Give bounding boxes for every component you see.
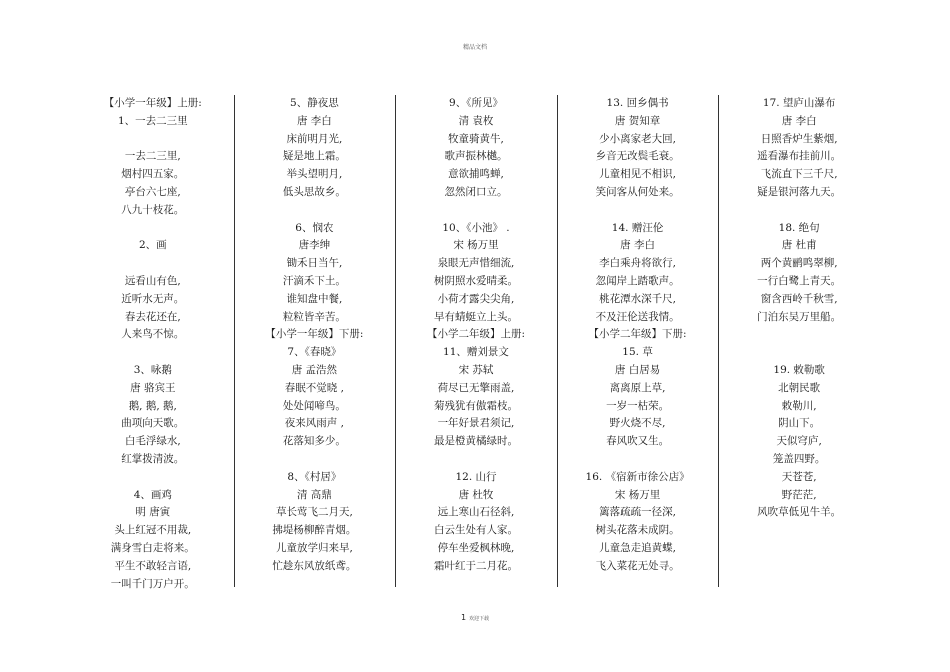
poem-line: 处处闻啼鸟。 [282, 399, 346, 412]
poem-line: 树头花落未成阴。 [595, 524, 680, 537]
poem-line: 风吹草低见牛羊。 [757, 506, 842, 519]
poem-columns [72, 95, 880, 590]
poem-line [234, 451, 396, 469]
poem-line: 5、静夜思 [290, 97, 339, 109]
poem-line: 儿童急走追黄蝶, [599, 541, 676, 554]
poem-column [72, 95, 234, 590]
poem-line: 唐 李白 [781, 114, 817, 127]
poem-line: 红掌拨清波。 [121, 452, 185, 465]
poem-line [72, 131, 234, 149]
poem-line: 11、赠刘景文 [443, 346, 509, 359]
poem-line: 北朝民歌 [778, 381, 821, 394]
poem-line: 4、画鸡 [133, 488, 172, 501]
poem-line: 远看山有色, [124, 274, 181, 287]
poem-line: 忙趁东风放纸鸢。 [272, 559, 357, 572]
poem-line: 谁知盘中餐, [286, 292, 343, 305]
poem-line: 人来鸟不惊。 [121, 328, 185, 341]
poem-line: 意欲捕鸣蝉, [448, 168, 504, 181]
poem-line: 敕勒川, [781, 399, 817, 412]
poem-line: 忽闻岸上踏歌声。 [595, 274, 680, 287]
poem-line [718, 202, 880, 220]
poem-line: 2、画 [138, 239, 167, 252]
poem-line [395, 451, 557, 469]
poem-line: 宋 苏轼 [458, 363, 494, 376]
poem-line: 17. 望庐山瀑布 [762, 97, 836, 109]
poem-line: 儿童放学归来早, [275, 541, 353, 554]
poem-line: 12. 山行 [455, 470, 497, 483]
poem-line: 1、一去二三里 [117, 114, 188, 127]
poem-line: 满身雪白走将来。 [110, 541, 195, 554]
poem-line [234, 202, 396, 220]
poem-line: 最是橙黄橘绿时。 [433, 435, 518, 448]
poem-line: 牧童骑黄牛, [448, 132, 504, 145]
poem-line: 拂堤杨柳醉青烟。 [272, 524, 357, 537]
poem-line: 笑问客从何处来。 [595, 185, 680, 198]
poem-line: 春风吹又生。 [606, 435, 670, 448]
poem-line: 10、《小池》 . [442, 221, 510, 234]
poem-line: 【小学一年级】下册: [265, 328, 364, 341]
poem-line: 离离原上草, [609, 381, 666, 394]
poem-line [72, 344, 234, 362]
poem-line: 疑是地上霜。 [282, 150, 346, 163]
poem-line: 遥看瀑布挂前川。 [757, 150, 842, 163]
poem-line: 7、《春晓》 [287, 346, 342, 359]
poem-line: 8、《村居》 [287, 470, 342, 483]
poem-line: 床前明月光, [286, 132, 343, 145]
poem-line: 低头思故乡。 [282, 185, 346, 198]
poem-line: 门泊东吴万里船。 [757, 310, 842, 323]
poem-line [557, 451, 719, 469]
poem-line: 两个黄鹂鸣翠柳, [760, 257, 838, 270]
poem-line: 儿童相见不相识, [599, 168, 676, 181]
poem-line: 清 袁枚 [458, 114, 494, 127]
poem-line: 飞入菜花无处寻。 [595, 559, 680, 572]
poem-line: 乡音无改鬓毛衰。 [595, 150, 680, 163]
poem-line: 宋 杨万里 [614, 488, 661, 501]
poem-line: 忽然闭口立。 [444, 185, 508, 198]
poem-line [718, 326, 880, 344]
poem-line: 草长莺飞二月天, [275, 506, 353, 519]
poem-line: 一年好景君须记, [437, 417, 515, 430]
poem-line: 一行白鹭上青天。 [757, 274, 842, 287]
poem-line: 宋 杨万里 [453, 239, 499, 252]
poem-line: 树阴照水爱晴柔。 [433, 274, 518, 287]
poem-line: 汗滴禾下土。 [282, 274, 346, 287]
poem-line: 天似穹庐, [776, 435, 822, 448]
poem-line [72, 220, 234, 238]
poem-line: 荷尽已无擎雨盖, [437, 381, 515, 394]
poem-line: 桃花潭水深千尺, [599, 292, 676, 305]
poem-line: 天苍苍, [781, 470, 817, 483]
poem-line: 春眠不觉晓 , [284, 381, 344, 394]
poem-line: 霜叶红于二月花。 [433, 559, 518, 572]
poem-line: 唐 李白 [296, 114, 332, 127]
poem-line: 春去花还在, [124, 310, 181, 323]
poem-line: 19. 敕勒歌 [773, 363, 825, 376]
poem-line: 唐李绅 [298, 239, 331, 252]
poem-line [557, 202, 719, 220]
page-header: 精品文档 [462, 44, 487, 51]
poem-line: 早有蜻蜓立上头。 [433, 310, 518, 323]
poem-line: 唐 杜牧 [458, 488, 494, 501]
poem-line: 少小离家老大回, [599, 132, 676, 145]
poem-line: 亭台六七座, [124, 185, 181, 198]
poem-line: 小荷才露尖尖角, [437, 292, 515, 305]
poem-line: 16. 《宿新市徐公店》 [585, 470, 690, 483]
poem-line: 窗含西岭千秋雪, [760, 292, 838, 305]
poem-line [72, 469, 234, 487]
poem-line [395, 202, 557, 220]
poem-line [718, 344, 880, 362]
poem-line: 白云生处有人家。 [433, 524, 518, 537]
poem-line: 唐 孟浩然 [291, 363, 338, 376]
poem-line: 李白乘舟将欲行, [599, 257, 676, 270]
poem-line: 【小学二年级】下册: [588, 328, 687, 341]
poem-line: 唐 贺知章 [614, 114, 661, 127]
poem-line: 6、悯农 [295, 221, 334, 234]
poem-line: 停车坐爱枫林晚, [437, 541, 515, 554]
poem-line: 野茫茫, [781, 488, 817, 501]
poem-column [395, 95, 557, 587]
poem-line [72, 255, 234, 273]
poem-line: 锄禾日当午, [286, 257, 343, 270]
poem-line: 笼盖四野。 [772, 452, 826, 465]
poem-line: 粒粒皆辛苦。 [282, 310, 346, 323]
poem-line: 唐 杜甫 [781, 239, 817, 252]
poem-line: 歌声振林樾。 [444, 150, 508, 163]
poem-line: 八九十枝花。 [121, 203, 185, 216]
poem-line: 举头望明月, [286, 168, 343, 181]
poem-line: 3、咏鹅 [133, 363, 172, 376]
poem-line: 唐 李白 [620, 239, 655, 252]
poem-line: 烟村四五家。 [121, 168, 185, 181]
page-footer [0, 613, 950, 622]
poem-line: 清 高鼎 [296, 488, 332, 501]
poem-line: 近听水无声。 [121, 292, 185, 305]
poem-line: 14. 赠汪伦 [611, 221, 664, 234]
poem-line: 远上寒山石径斜, [437, 506, 515, 519]
poem-line: 15. 草 [622, 346, 653, 359]
poem-line: 13. 回乡偶书 [606, 97, 669, 109]
poem-line: 头上红冠不用裁, [114, 524, 192, 537]
poem-line: 飞流直下三千尺, [760, 168, 838, 181]
poem-line: 唐 白居易 [614, 363, 661, 376]
poem-line: 泉眼无声惜细流, [437, 257, 515, 270]
poem-line: 一岁一枯荣。 [606, 399, 670, 412]
poem-column [234, 95, 396, 587]
footer-suffix: 欢迎下载 [469, 616, 490, 622]
poem-line: 18. 绝句 [778, 221, 820, 234]
poem-line: 一叫千门万户开。 [110, 577, 195, 590]
poem-line: 篱落疏疏一径深, [599, 506, 676, 519]
poem-line: 曲项向天歌。 [121, 417, 185, 430]
poem-line: 明 唐寅 [135, 506, 171, 519]
poem-line: 白毛浮绿水, [124, 435, 181, 448]
poem-line: 阴山下。 [778, 417, 821, 430]
poem-line: 9、《所见》 [449, 97, 503, 109]
poem-column [557, 95, 719, 587]
poem-line: 野火烧不尽, [609, 417, 666, 430]
poem-line: 日照香炉生紫烟, [760, 132, 838, 145]
poem-line: 一去二三里, [124, 150, 181, 163]
poem-line: 疑是银河落九天。 [757, 185, 842, 198]
poem-line: 【小学二年级】上册: [426, 328, 525, 341]
poem-column [718, 95, 880, 587]
poem-line: 不及汪伦送我情。 [595, 310, 680, 323]
poem-line: 【小学一年级】上册: [103, 97, 202, 109]
poem-line: 菊残犹有傲霜枝。 [433, 399, 518, 412]
page-number: 1 [460, 613, 467, 622]
poem-line: 夜来风雨声 , [284, 417, 344, 430]
poem-line: 唐 骆宾王 [130, 381, 176, 394]
poem-line: 鹅, 鹅, 鹅, [128, 399, 177, 412]
poem-line: 花落知多少。 [282, 435, 346, 448]
poem-line: 平生不敢轻言语, [114, 559, 192, 572]
